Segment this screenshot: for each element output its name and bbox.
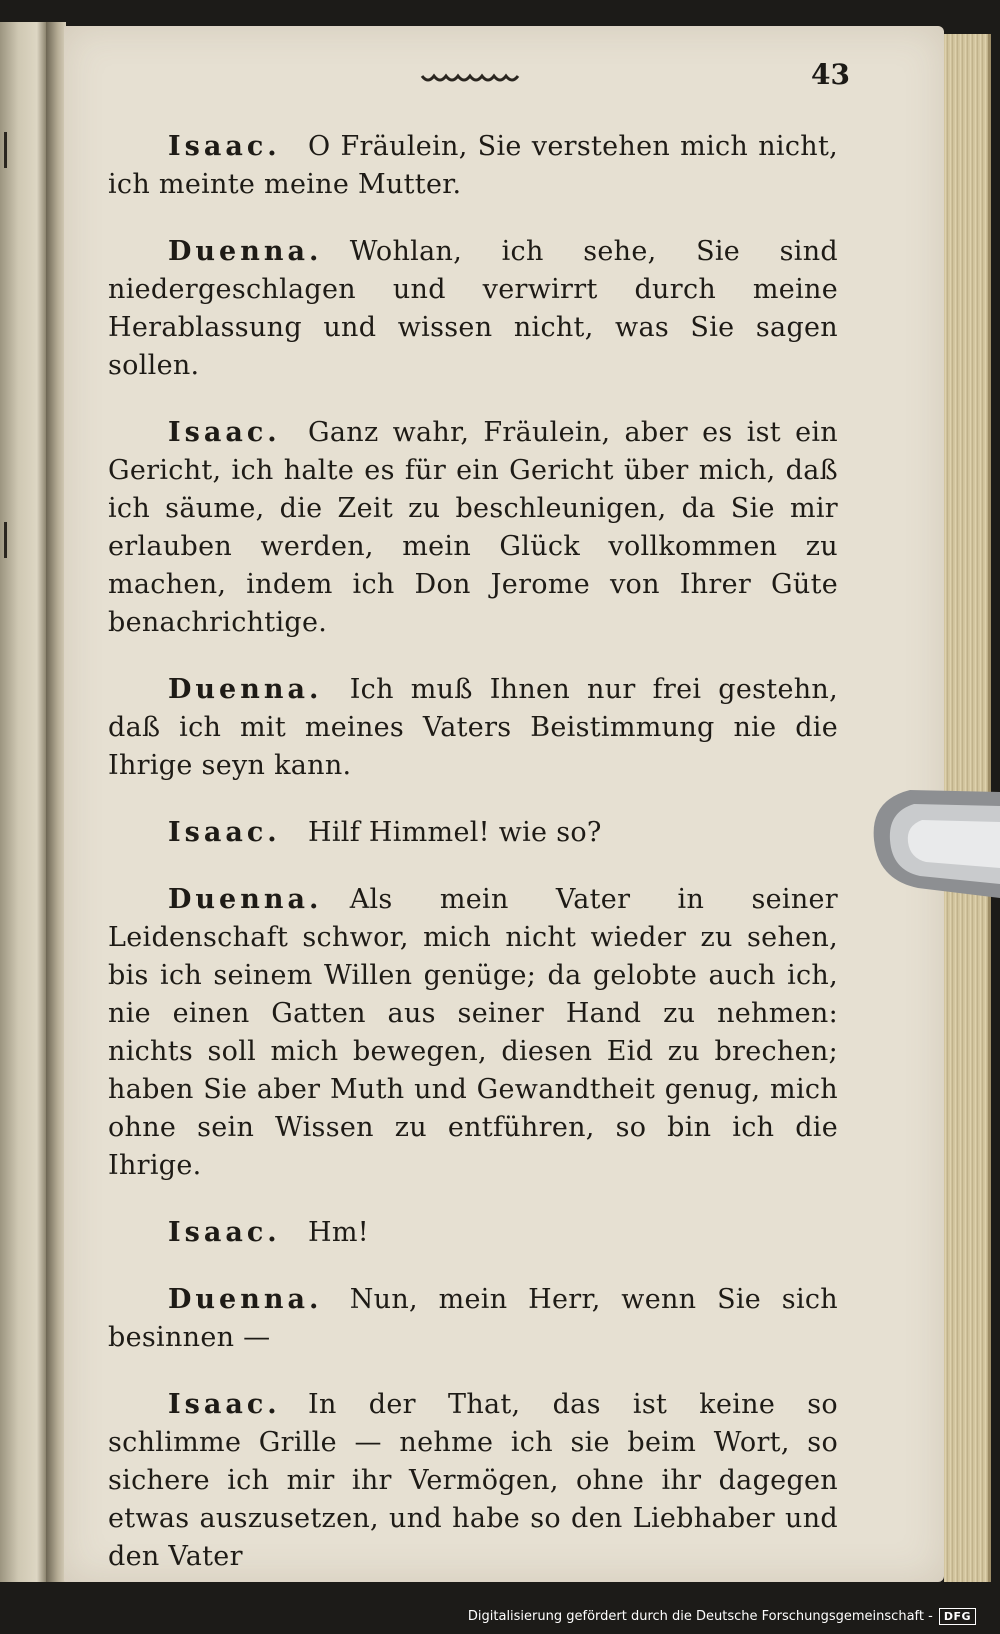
dialogue-text: Ganz wahr, Fräulein, aber es ist ein Gericht, ich halte es für ein Gericht über mich, daß ich säume, die Zeit zu beschleunigen, da Sie mir erlauben werden, mein Glück vollkommen zu machen, indem ich Don Jerome von Ihrer Güte benachrichtige. <box>108 417 838 638</box>
dialogue-paragraph <box>108 671 838 785</box>
dialogue-text: Hm! <box>307 1217 369 1248</box>
dialogue-text: Nun, mein Herr, wenn Sie sich besinnen — <box>108 1284 838 1353</box>
dialogue-paragraph <box>108 814 838 852</box>
speaker-name: Duenna. <box>168 674 323 705</box>
dialogue-text: Ich muß Ihnen nur frei gestehn, daß ich mit meines Vaters Beistimmung nie die Ihrige seyn kann. <box>108 674 838 781</box>
dialogue-paragraph <box>108 1281 838 1357</box>
speaker-name: Duenna. <box>168 1284 323 1315</box>
dialogue-text: O Fräulein, Sie verstehen mich nicht, ich meinte meine Mutter. <box>108 131 838 200</box>
dialogue-text: In der That, das ist keine so schlimme Grille — nehme ich sie beim Wort, so sichere ich mir ihr Vermögen, ohne ihr dagegen etwas auszusetzen, und habe so den Liebhaber und den Vater <box>108 1389 838 1572</box>
speaker-name: Isaac. <box>168 131 281 162</box>
speaker-name: Isaac. <box>168 1217 281 1248</box>
dialogue-paragraph <box>108 128 838 204</box>
dialogue-text: Hilf Himmel! wie so? <box>307 817 602 848</box>
facing-page-mark <box>4 132 7 168</box>
speaker-name: Duenna. <box>168 236 323 267</box>
speaker-name: Isaac. <box>168 1389 281 1420</box>
dialogue-paragraph <box>108 881 838 1185</box>
dfg-logo: DFG <box>939 1608 976 1625</box>
page-clip <box>870 780 1000 900</box>
page-number: 43 <box>811 58 850 91</box>
speaker-name: Duenna. <box>168 884 323 915</box>
dialogue-paragraph <box>108 1214 838 1252</box>
dialogue-text: Wohlan, ich sehe, Sie sind niedergeschlagen und verwirrt durch meine Herablassung und wissen nicht, was Sie sagen sollen. <box>108 236 838 381</box>
digitization-credit <box>468 1604 976 1628</box>
dialogue-paragraph <box>108 1386 838 1576</box>
book-gutter <box>46 22 66 1582</box>
dialogue-text: Als mein Vater in seiner Leidenschaft schwor, mich nicht wieder zu sehen, bis ich seinem Willen genüge; da gelobte auch ich, nie einen Gatten aus seiner Hand zu nehmen: nichts soll mich bewegen, diesen Eid zu brechen; haben Sie aber Muth und Gewandtheit genug, mich ohne sein Wissen zu entführen, so bin ich die Ihrige. <box>108 884 838 1181</box>
facing-page-mark <box>4 522 7 558</box>
header-ornament <box>420 70 520 86</box>
speaker-name: Isaac. <box>168 817 281 848</box>
page-text <box>108 128 838 1605</box>
facing-page-edge <box>0 22 46 1582</box>
dialogue-paragraph <box>108 233 838 385</box>
speaker-name: Isaac. <box>168 417 281 448</box>
dialogue-paragraph <box>108 414 838 642</box>
credit-text: Digitalisierung gefördert durch die Deutsche Forschungsgemeinschaft - <box>467 1608 933 1624</box>
